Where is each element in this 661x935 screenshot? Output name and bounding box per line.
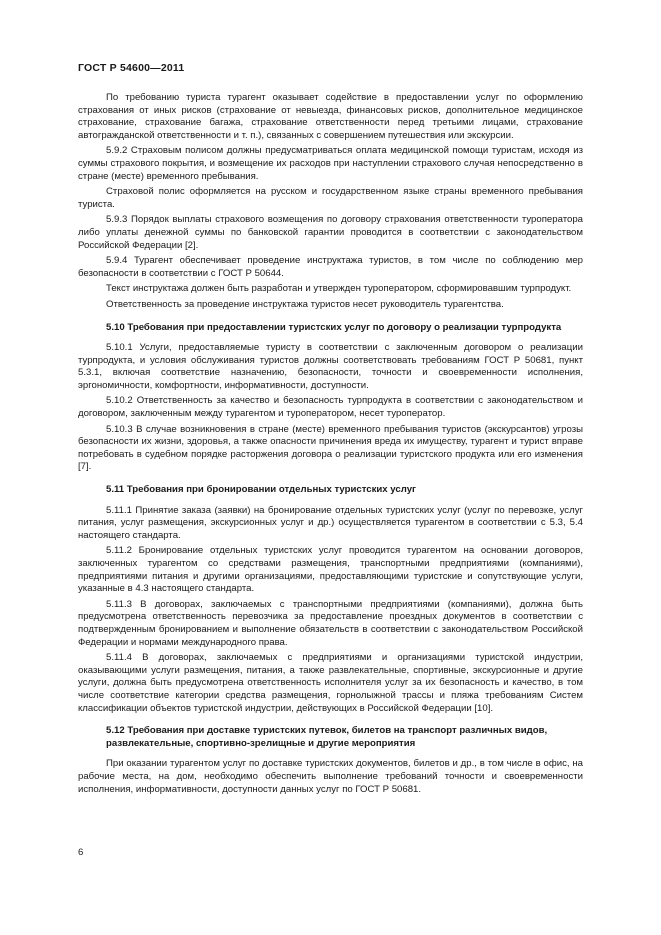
paragraph: Страховой полис оформляется на русском и государственном языке страны временного пребывания туриста. (78, 186, 583, 210)
paragraph: При оказании турагентом услуг по доставке туристских документов, билетов и др., в том числе в офис, на рабочие места, на дом, необходимо обеспечить выполнение требований точности и своевременности исполнения, информативности, доступности данных услуг по ГОСТ Р 50681. (78, 758, 583, 795)
section-heading: 5.10 Требования при предоставлении туристских услуг по договору о реализации турпродукта (106, 321, 562, 333)
paragraph: 5.10.3 В случае возникновения в стране (месте) временного пребывания туристов (экскурсантов) угрозы безопасности их жизни, здоровья, а также опасности причинения вреда их имуществу, турагент и турист вправе потребовать в судебном порядке расторжения договора о реализации туристского продукта или его изменения [7]. (78, 423, 583, 473)
paragraph: 5.11.3 В договорах, заключаемых с транспортными предприятиями (компаниями), должна быть предусмотрена ответственность перевозчика за предоставление проездных документов в соответствии с подтвержденным бронированием и выполнение обязательств в соответствии с законодательством Российской Федерации и нормами международного права. (78, 598, 583, 648)
section-heading: 5.11 Требования при бронировании отдельных туристских услуг (106, 484, 417, 496)
paragraph: По требованию туриста турагент оказывает содействие в предоставлении услуг по оформлению страхования от иных рисков (страхование от невыезда, финансовых рисков, дополнительное медицинское страхование, страхование багажа, страхование ответственности перед третьими лицами, страхование автогражданской ответственности и т. п.), связанных с совершением путешествия или экскурсии. (78, 92, 583, 141)
paragraph: 5.11.4 В договорах, заключаемых с предприятиями и организациями туристской индустрии, оказывающими услуги размещения, питания, а также развлекательные, спортивные, экскурсионные и другие услуги, должна быть предусмотрена ответственность исполнителя услуг за их безопасность и качество, в том числе соответствие категории средства размещения, горнолыжной трассы и пляжа требованиям Систем классификации объектов туристской индустрии, действующих в Российской Федерации [10]. (78, 652, 583, 714)
paragraph: Ответственность за проведение инструктажа туристов несет руководитель турагентства. (106, 298, 504, 310)
paragraph: 5.10.1 Услуги, предоставляемые туристу в соответствии с заключенным договором о реализации турпродукта, и условия обслуживания туристов должны соответствовать требованиям ГОСТ Р 50681, пункт 5.3.1, включая соответствие назначению, безопасности, точности и своевременности исполнения, эргономичности, комфортности, информативности, доступности. (78, 342, 583, 391)
paragraph: 5.11.1 Принятие заказа (заявки) на бронирование отдельных туристских услуг (услуг по перевозке, услуг питания, услуг размещения, экскурсионных услуг и др.) осуществляется турагентом в соответствии с 5.3, 5.4 настоящего стандарта. (78, 504, 583, 541)
paragraph: Текст инструктажа должен быть разработан и утвержден туроператором, сформировавшим турпродукт. (106, 283, 572, 295)
intro-block (78, 92, 583, 312)
paragraph: 5.11.2 Бронирование отдельных туристских услуг проводится турагентом на основании договоров, заключенных турагентом со средствами размещения, транспортными предприятиями (компаниями), предприятиями питания и другими организациями, предоставляющими туристские и сопутствующие услуги, указанные в 4.3 настоящего стандарта. (78, 545, 583, 595)
section-5-12 (78, 725, 583, 796)
page-number: 6 (78, 847, 84, 858)
document-body (78, 92, 583, 799)
section-5-11 (78, 484, 583, 715)
section-heading: 5.12 Требования при доставке туристских путевок, билетов на транспорт различных видов, развлекательные, спортивно-зрелищные и другие мероприятия (106, 725, 548, 749)
paragraph: 5.9.4 Турагент обеспечивает проведение инструктажа туристов, в том числе по соблюдению мер безопасности в соответствии с ГОСТ Р 50644. (78, 255, 583, 279)
paragraph: 5.9.2 Страховым полисом должны предусматриваться оплата медицинской помощи туристам, исходя из суммы страхового покрытия, и возмещение их расходов при наступлении страхового случая непосредственно в стране (месте) временного пребывания. (78, 145, 583, 182)
paragraph: 5.9.3 Порядок выплаты страхового возмещения по договору страхования ответственности туроператора либо уплаты денежной суммы по банковской гарантии проводится в соответствии с законодательством Российской Федерации [2]. (78, 214, 583, 251)
section-5-10 (78, 322, 583, 475)
paragraph: 5.10.2 Ответственность за качество и безопасность турпродукта в соответствии с законодательством и договором, заключенным между турагентом и туроператором, несет туроператор. (78, 395, 583, 420)
page-header: ГОСТ Р 54600—2011 (78, 62, 185, 74)
